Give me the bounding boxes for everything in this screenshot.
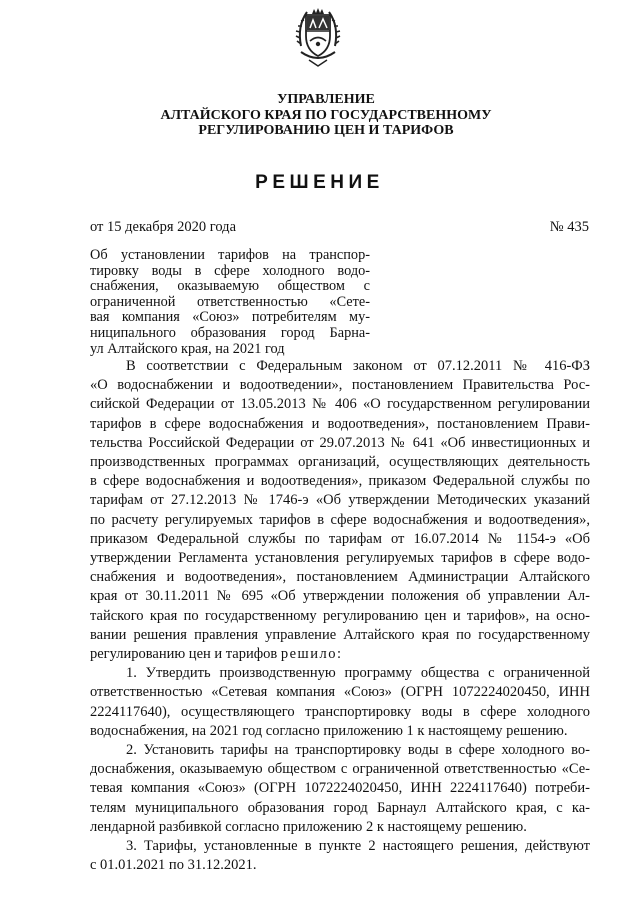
item-line: ответственностью «Сетевая компания «Союз» (ОГРН 1072224020450, ИНН: [90, 684, 590, 701]
preamble-line: снабжения и водоотведения», постановлением Администрации Алтайского: [90, 569, 590, 586]
preamble-line: в сфере водоснабжения и водоотведения», приказом Федеральной службы по: [90, 473, 590, 490]
preamble-line: [90, 645, 590, 664]
preamble-line: тарифов в сфере водоснабжения и водоотведения», постановлением Прави-: [90, 415, 590, 432]
item-3-paragraph: [90, 837, 590, 875]
preamble-line: тайского края по государственному регулированию цен и тарифов», на осно-: [90, 607, 590, 624]
preamble-last-text: регулированию цен и тарифов: [90, 646, 278, 663]
preamble-line: «О водоснабжении и водоотведении», постановлением Правительства Рос-: [90, 377, 590, 394]
item-line: телям муниципального образования город Барнаул Алтайского края, с ка-: [90, 799, 590, 816]
document-date: от 15 декабря 2020 года: [90, 219, 236, 235]
document-number: № 435: [549, 219, 589, 235]
issuing-authority: [120, 92, 532, 139]
item-line: 2. Установить тарифы на транспортировку воды в сфере холодного во-: [126, 742, 590, 759]
preamble-line: производственных программах организаций, осуществляющих деятельность: [90, 454, 590, 471]
item-line: лендарной разбивкой согласно приложению 2 к настоящему решению.: [90, 818, 527, 835]
preamble-line: вании решения правления управление Алтайского края по государственному: [90, 626, 590, 643]
preamble-paragraph: [90, 357, 590, 664]
coat-of-arms-icon: [295, 6, 341, 70]
subject-line: Об установлении тарифов на транспор-: [90, 247, 370, 263]
item-line: водоснабжения, на 2021 год согласно приложению 1 к настоящему решению.: [90, 722, 568, 739]
item-line: 3. Тарифы, установленные в пункте 2 настоящего решения, действуют: [126, 838, 590, 855]
item-line: доснабжения, оказываемую обществом с ограниченной ответственностью «Се-: [90, 761, 590, 778]
item-line: 1. Утвердить производственную программу общества с ограниченной: [126, 665, 590, 682]
item-line: 2224117640), осуществляющего транспортировку воды в сфере холодного: [90, 703, 590, 720]
document-title: РЕШЕНИЕ: [255, 172, 384, 193]
preamble-line: тарифам от 27.12.2013 № 1746-э «Об утверждении Методических указаний: [90, 492, 590, 509]
subject-line: ограниченной ответственностью «Сете-: [90, 293, 370, 310]
preamble-line: В соответствии с Федеральным законом от 07.12.2011 № 416-ФЗ: [126, 358, 590, 374]
authority-line: УПРАВЛЕНИЕ: [277, 92, 375, 107]
preamble-line: приказом Федеральной службы по тарифам от 16.07.2014 № 1154-э «Об: [90, 530, 590, 547]
preamble-line: тельства Российской Федерации от 29.07.2013 № 641 «Об инвестиционных и: [90, 434, 590, 451]
authority-line: АЛТАЙСКОГО КРАЯ ПО ГОСУДАРСТВЕННОМУ: [160, 107, 492, 123]
subject-line: ниципального образования город Барна-: [90, 324, 370, 341]
preamble-line: сийской Федерации от 13.05.2013 № 406 «О государственном регулировании: [90, 396, 590, 413]
preamble-line: по расчету регулируемых тарифов в сфере водоснабжения и водоотведения»,: [90, 511, 590, 528]
subject-line: снабжения, оказываемую обществом с: [90, 278, 370, 295]
document-subject: [90, 248, 370, 357]
item-line: тевая компания «Союз» (ОГРН 1072224020450, ИНН 2224117640) потреби-: [90, 780, 590, 797]
item-1-paragraph: [90, 664, 590, 741]
subject-line: ул Алтайского края, на 2021 год: [90, 340, 285, 357]
item-2-paragraph: [90, 741, 590, 837]
authority-line: РЕГУЛИРОВАНИЮ ЦЕН И ТАРИФОВ: [198, 123, 454, 138]
subject-line: тировку воды в сфере холодного водо-: [90, 262, 370, 279]
item-line: с 01.01.2021 по 31.12.2021.: [90, 857, 257, 874]
subject-line: вая компания «Союз» потребителям му-: [90, 309, 370, 326]
resolved-word: решило:: [280, 646, 343, 663]
document-body: [90, 357, 590, 875]
preamble-line: утверждении Регламента установления регулируемых тарифов в сфере водо-: [90, 550, 590, 567]
preamble-line: края от 30.11.2011 № 695 «Об утверждении положения об управлении Ал-: [90, 588, 590, 605]
